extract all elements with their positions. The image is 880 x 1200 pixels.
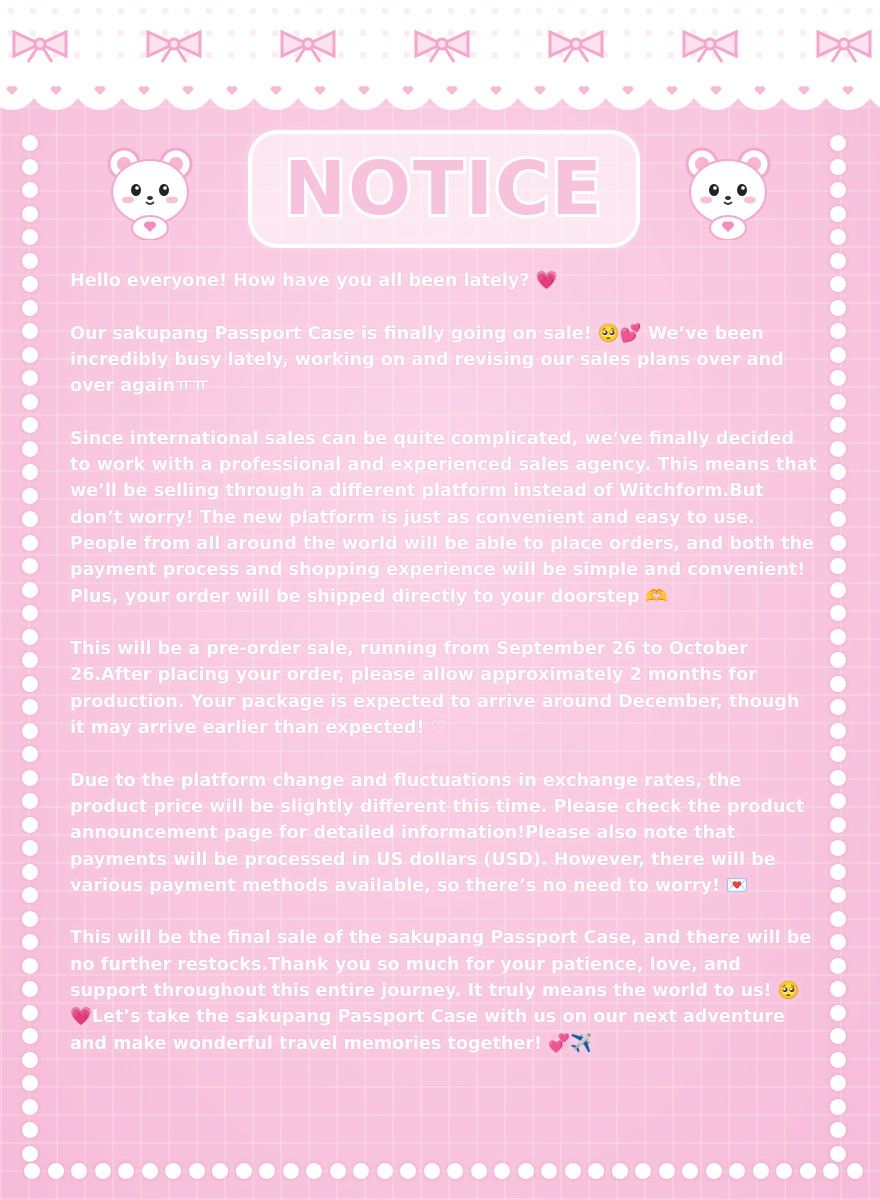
border-dot (830, 370, 846, 386)
border-dot (830, 1075, 846, 1091)
border-dot (22, 605, 38, 621)
paragraph-pricing: Due to the platform change and fluctuations in exchange rates, the product price will be slightly different this time. Please check the product announcement page for detailed information!Please also note that payments will be processed in US dollars (USD). However, there will be various payment methods available, so there’s no need to worry! 💌 (70, 770, 805, 896)
bear-mascot-icon (678, 140, 778, 240)
border-dot (830, 958, 846, 974)
paragraph-greeting: Hello everyone! How have you all been lately? 💗 (70, 271, 558, 291)
border-dot (24, 1163, 40, 1179)
border-dot (22, 1052, 38, 1068)
border-dot (635, 1163, 651, 1179)
border-dot (830, 488, 846, 504)
border-dot (22, 699, 38, 715)
border-dot (823, 1163, 839, 1179)
border-dot (22, 652, 38, 668)
page-title: NOTICE (284, 146, 604, 232)
border-dot (306, 1163, 322, 1179)
border-dot (400, 1163, 416, 1179)
border-dot (830, 770, 846, 786)
border-dot (830, 1028, 846, 1044)
border-dot (706, 1163, 722, 1179)
border-dot (22, 1146, 38, 1162)
border-dot (22, 1075, 38, 1091)
border-dot (22, 535, 38, 551)
border-dot (830, 864, 846, 880)
border-dot (447, 1163, 463, 1179)
border-dot (830, 793, 846, 809)
paragraph-final-sale: This will be the final sale of the sakupang Passport Case, and there will be no further restocks.Thank you so much for your patience, love, and support throughout this entire journey. It truly means the world to us! 🥺💗Let’s take the sakupang Passport Case with us on our next adventure and make wonderful travel memories together! 💞✈️ (70, 928, 812, 1054)
border-dot (830, 300, 846, 316)
border-dot (830, 699, 846, 715)
border-dot (22, 300, 38, 316)
border-dot (22, 793, 38, 809)
border-dot (22, 934, 38, 950)
border-dot (71, 1163, 87, 1179)
border-dot (494, 1163, 510, 1179)
border-dot (800, 1163, 816, 1179)
border-dot (22, 347, 38, 363)
border-dot (776, 1163, 792, 1179)
border-dot (830, 323, 846, 339)
border-dot (353, 1163, 369, 1179)
border-dot (22, 887, 38, 903)
border-dot (22, 370, 38, 386)
border-dot (830, 464, 846, 480)
border-dot (830, 511, 846, 527)
border-dot (830, 582, 846, 598)
border-dot (541, 1163, 557, 1179)
border-dot (22, 746, 38, 762)
border-dot (283, 1163, 299, 1179)
border-dot (830, 817, 846, 833)
border-dot (830, 535, 846, 551)
border-dot (830, 746, 846, 762)
border-dot (830, 417, 846, 433)
border-dot (424, 1163, 440, 1179)
border-dot (22, 488, 38, 504)
border-dot (753, 1163, 769, 1179)
border-dot (830, 911, 846, 927)
border-dot (830, 652, 846, 668)
border-dot (259, 1163, 275, 1179)
border-dot (830, 981, 846, 997)
border-dot (22, 417, 38, 433)
border-dot (22, 1005, 38, 1021)
border-dot (22, 558, 38, 574)
border-dot (729, 1163, 745, 1179)
border-dot (22, 323, 38, 339)
border-dot (682, 1163, 698, 1179)
border-dot (22, 582, 38, 598)
border-dot (830, 1005, 846, 1021)
border-dot (565, 1163, 581, 1179)
border-dot (95, 1163, 111, 1179)
border-dot (659, 1163, 675, 1179)
bear-mascot-icon (100, 140, 200, 240)
border-dot (48, 1163, 64, 1179)
border-dot (22, 629, 38, 645)
border-dot (22, 276, 38, 292)
border-dot (830, 934, 846, 950)
border-dot (22, 1028, 38, 1044)
border-dot (830, 1052, 846, 1068)
border-dot (22, 981, 38, 997)
border-dot (22, 817, 38, 833)
paragraph-preorder-schedule: This will be a pre-order sale, running from September 26 to October 26.After placing your order, please allow approximately 2 months for production. Your package is expected to arrive around December, though it may arrive earlier than expected! ♡ (70, 639, 800, 739)
border-dot (847, 1163, 863, 1179)
border-dot (22, 840, 38, 856)
border-dot (830, 676, 846, 692)
border-dot (22, 394, 38, 410)
border-dot (471, 1163, 487, 1179)
border-dot (22, 864, 38, 880)
border-dot (830, 441, 846, 457)
dotted-border-bottom (0, 1163, 880, 1183)
border-dot (830, 1146, 846, 1162)
border-dot (377, 1163, 393, 1179)
border-dot (830, 394, 846, 410)
border-dot (22, 511, 38, 527)
border-dot (212, 1163, 228, 1179)
border-dot (189, 1163, 205, 1179)
border-dot (830, 558, 846, 574)
border-dot (330, 1163, 346, 1179)
lace-border-top (0, 0, 880, 118)
border-dot (830, 1122, 846, 1138)
border-dot (236, 1163, 252, 1179)
border-dot (22, 723, 38, 739)
border-dot (22, 1122, 38, 1138)
notice-body (70, 268, 818, 1083)
border-dot (22, 1099, 38, 1115)
border-dot (22, 441, 38, 457)
border-dot (22, 911, 38, 927)
border-dot (518, 1163, 534, 1179)
paragraph-sale-announcement: Our sakupang Passport Case is finally going on sale! 🥺💕 We’ve been incredibly busy lately, working on and revising our sales plans over and over againㅠㅠ (70, 323, 784, 397)
border-dot (830, 605, 846, 621)
border-dot (22, 958, 38, 974)
border-dot (142, 1163, 158, 1179)
border-dot (830, 347, 846, 363)
border-dot (830, 723, 846, 739)
border-dot (22, 676, 38, 692)
border-dot (588, 1163, 604, 1179)
notice-title-badge (252, 134, 636, 244)
border-dot (830, 840, 846, 856)
border-dot (165, 1163, 181, 1179)
border-dot (830, 1099, 846, 1115)
border-dot (830, 887, 846, 903)
border-dot (118, 1163, 134, 1179)
notice-header (0, 128, 880, 258)
border-dot (612, 1163, 628, 1179)
border-dot (22, 770, 38, 786)
border-dot (22, 464, 38, 480)
paragraph-platform-change: Since international sales can be quite complicated, we’ve finally decided to work with a professional and experienced sales agency. This means that we’ll be selling through a different platform instead of Witchform.But don’t worry! The new platform is just as convenient and easy to use. People from all around the world will be able to place orders, and both the payment process and shopping experience will be simple and convenient! Plus, your order will be shipped directly to your doorstep 🫶 (70, 428, 818, 607)
border-dot (830, 629, 846, 645)
border-dot (830, 276, 846, 292)
